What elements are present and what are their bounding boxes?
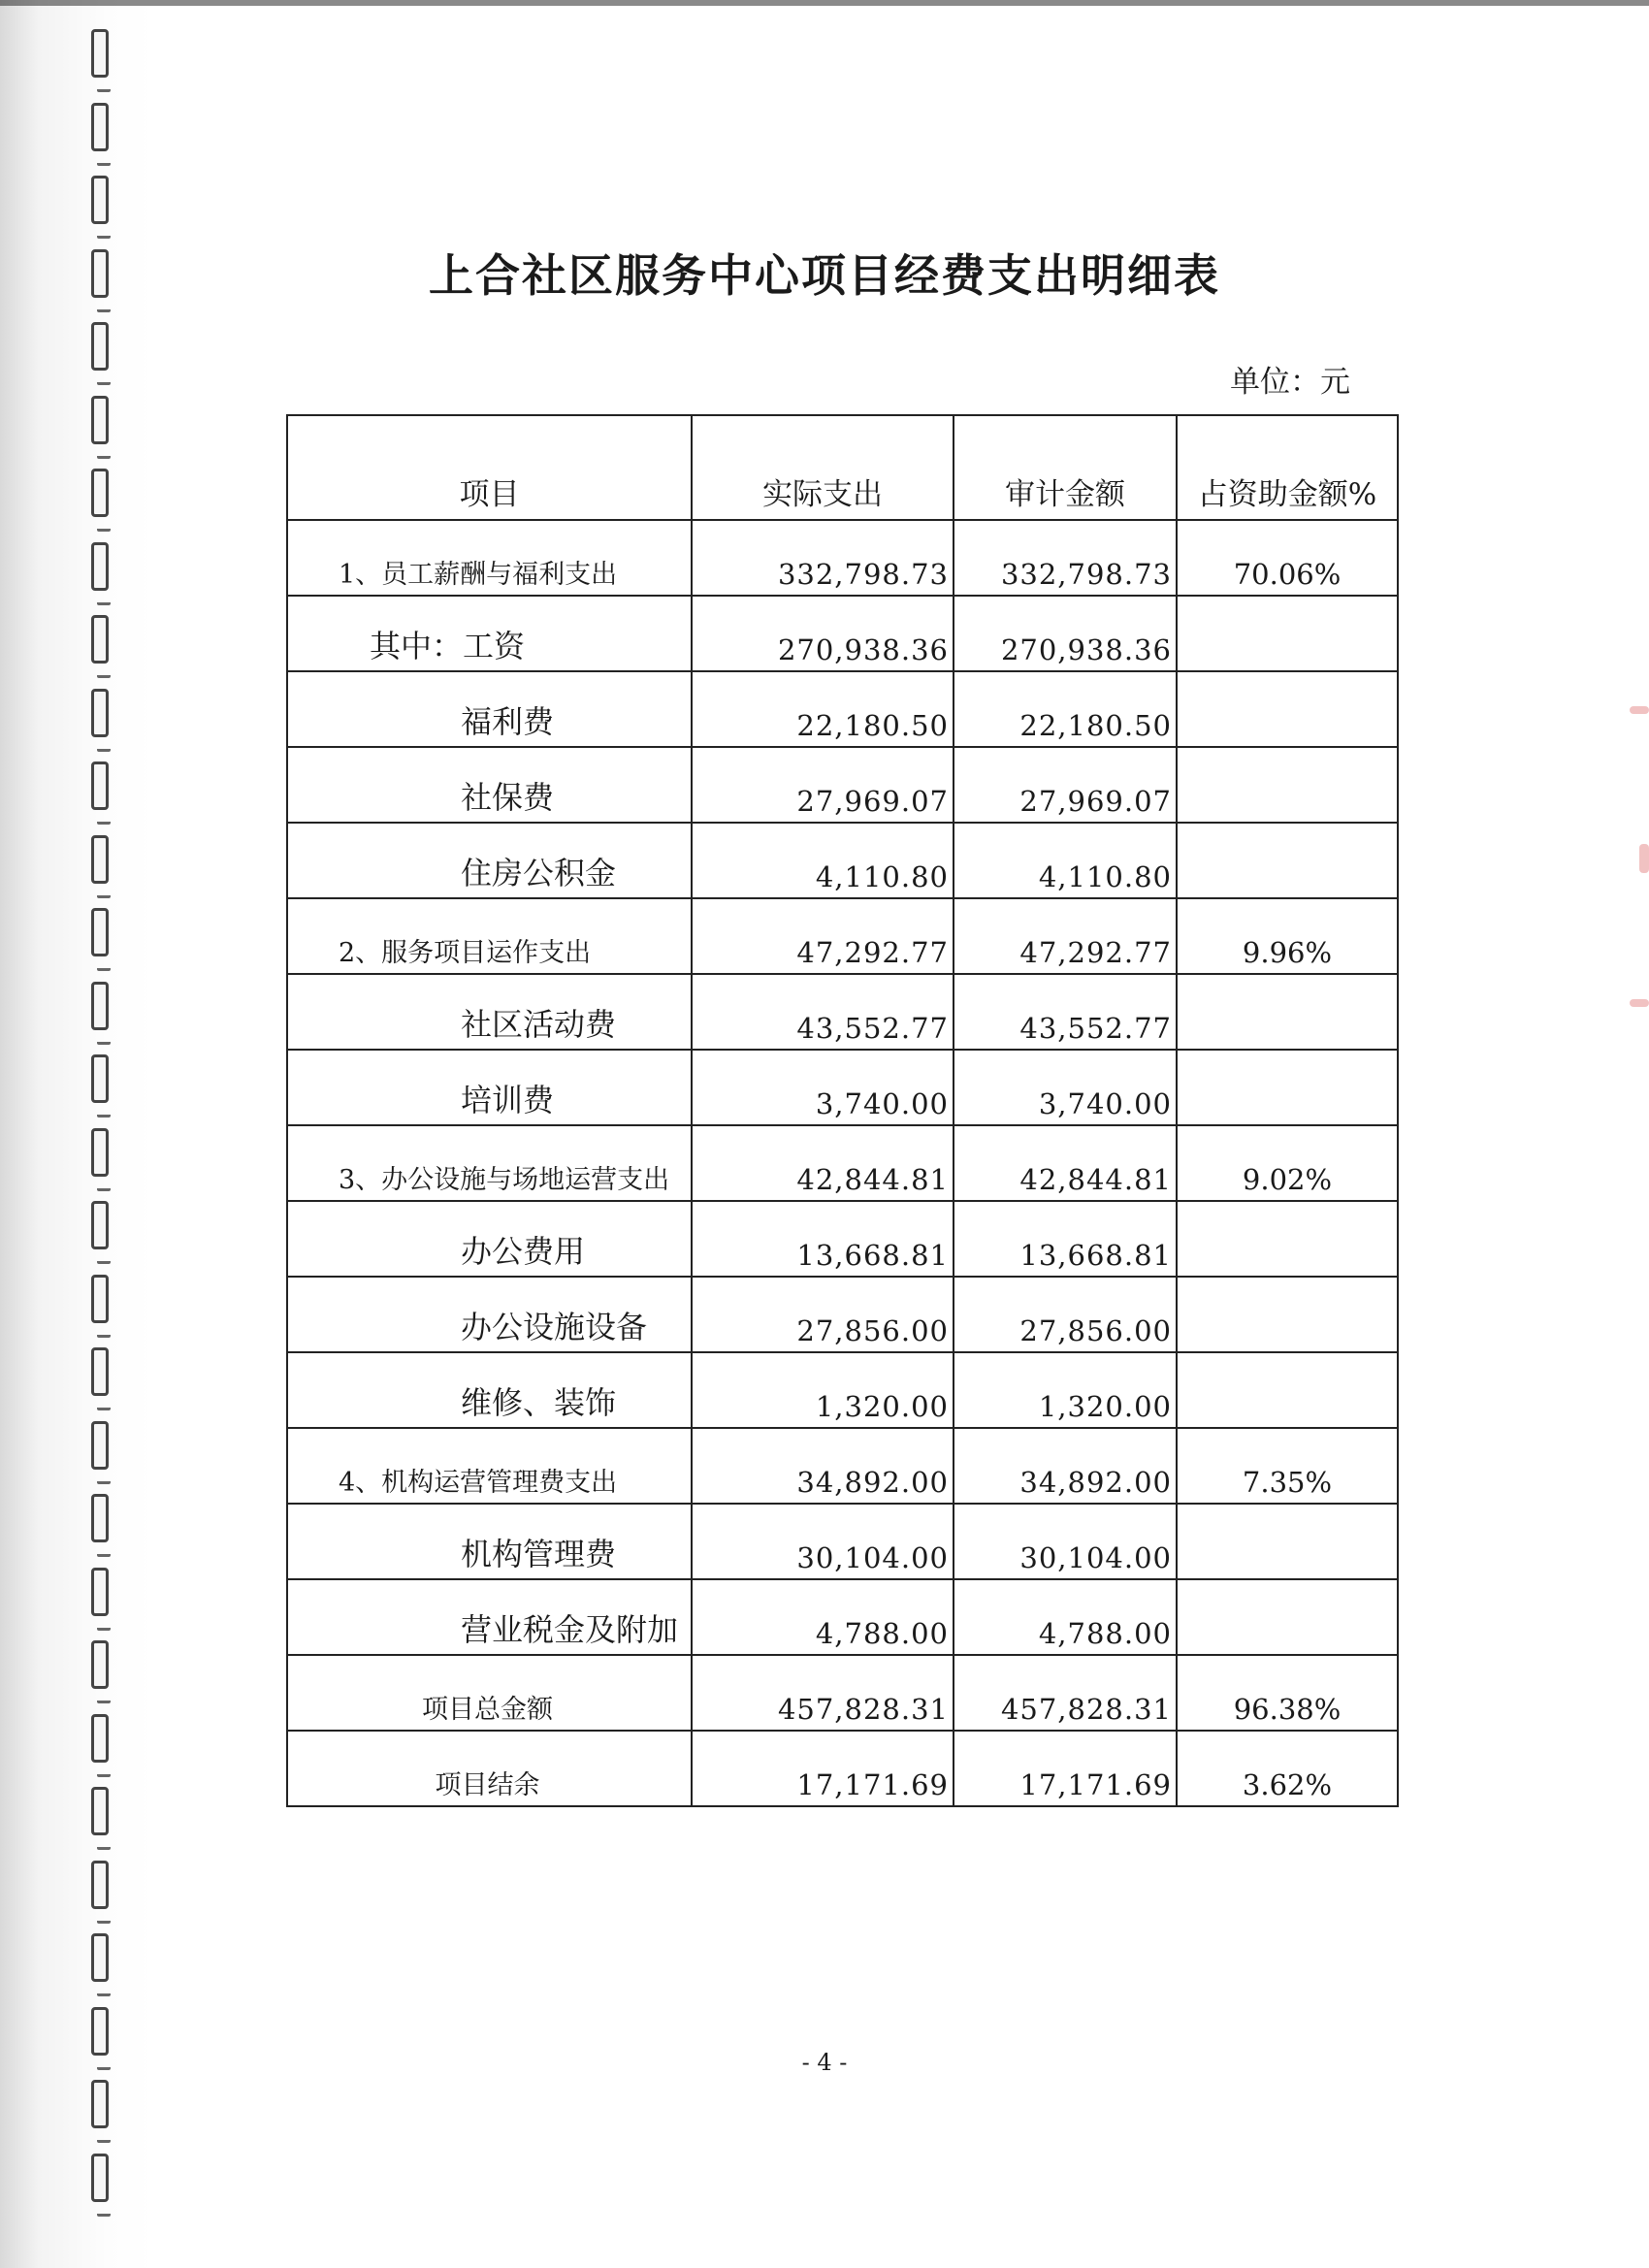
table-row: [287, 1352, 1398, 1428]
audit-amount-cell: 457,828.31: [954, 1655, 1177, 1731]
percent-cell: [1177, 1579, 1398, 1655]
item-cell: 培训费: [287, 1050, 692, 1125]
percent-cell: 9.02%: [1177, 1125, 1398, 1201]
table-header-row: [287, 415, 1398, 520]
item-cell: 营业税金及附加: [287, 1579, 692, 1655]
audit-amount-cell: 3,740.00: [954, 1050, 1177, 1125]
binding-ring: [91, 2007, 109, 2056]
audit-amount-cell: 332,798.73: [954, 520, 1177, 596]
percent-cell: 7.35%: [1177, 1428, 1398, 1504]
binding-ring: [91, 1494, 109, 1542]
audit-amount-cell: 4,788.00: [954, 1579, 1177, 1655]
item-cell: 项目结余: [287, 1731, 692, 1806]
red-ink-mark: [1630, 706, 1649, 714]
binding-ring: [91, 761, 109, 810]
percent-cell: [1177, 1352, 1398, 1428]
binding-ring: [91, 835, 109, 884]
item-cell: 办公费用: [287, 1201, 692, 1277]
table-row: [287, 1579, 1398, 1655]
audit-amount-cell: 27,969.07: [954, 747, 1177, 823]
binding-ring: [91, 322, 109, 371]
actual-expense-cell: 27,856.00: [692, 1277, 954, 1352]
unit-label: 单位：元: [1230, 365, 1350, 400]
header-audit: 审计金额: [954, 415, 1177, 520]
header-item: 项目: [287, 415, 692, 520]
table-row: [287, 974, 1398, 1050]
binding-ring: [91, 396, 109, 444]
binding-ring: [91, 615, 109, 664]
percent-cell: [1177, 671, 1398, 747]
item-cell: 福利费: [287, 671, 692, 747]
table-row: [287, 823, 1398, 898]
binding-ring: [91, 2080, 109, 2128]
header-percent: 占资助金额%: [1177, 415, 1398, 520]
audit-amount-cell: 4,110.80: [954, 823, 1177, 898]
percent-cell: [1177, 596, 1398, 671]
percent-cell: [1177, 1277, 1398, 1352]
actual-expense-cell: 27,969.07: [692, 747, 954, 823]
actual-expense-cell: 4,788.00: [692, 1579, 954, 1655]
audit-amount-cell: 1,320.00: [954, 1352, 1177, 1428]
document-title: 上合社区服务中心项目经费支出明细表: [429, 249, 1220, 302]
actual-expense-cell: 13,668.81: [692, 1201, 954, 1277]
item-cell: 3、办公设施与场地运营支出: [287, 1125, 692, 1201]
binding-ring: [91, 1714, 109, 1763]
binding-ring: [91, 908, 109, 956]
actual-expense-cell: 34,892.00: [692, 1428, 954, 1504]
actual-expense-cell: 47,292.77: [692, 898, 954, 974]
audit-amount-cell: 27,856.00: [954, 1277, 1177, 1352]
binding-ring: [91, 1421, 109, 1470]
actual-expense-cell: 1,320.00: [692, 1352, 954, 1428]
red-ink-mark: [1639, 844, 1649, 873]
item-cell: 其中：工资: [287, 596, 692, 671]
binding-ring: [91, 1933, 109, 1982]
item-cell: 维修、装饰: [287, 1352, 692, 1428]
percent-cell: 70.06%: [1177, 520, 1398, 596]
header-actual: 实际支出: [692, 415, 954, 520]
expense-table: [286, 414, 1399, 1807]
binding-ring: [91, 469, 109, 517]
audit-amount-cell: 270,938.36: [954, 596, 1177, 671]
actual-expense-cell: 17,171.69: [692, 1731, 954, 1806]
item-cell: 办公设施设备: [287, 1277, 692, 1352]
actual-expense-cell: 22,180.50: [692, 671, 954, 747]
audit-amount-cell: 13,668.81: [954, 1201, 1177, 1277]
audit-amount-cell: 43,552.77: [954, 974, 1177, 1050]
binding-ring: [91, 689, 109, 737]
percent-cell: 3.62%: [1177, 1731, 1398, 1806]
table-row: [287, 671, 1398, 747]
binding-ring: [91, 1054, 109, 1103]
binding-ring: [91, 1201, 109, 1249]
audit-amount-cell: 17,171.69: [954, 1731, 1177, 1806]
binding-ring: [91, 1787, 109, 1835]
item-cell: 4、机构运营管理费支出: [287, 1428, 692, 1504]
binding-ring: [91, 982, 109, 1030]
binding-ring: [91, 1347, 109, 1396]
table-row: [287, 1428, 1398, 1504]
binding-ring: [91, 1568, 109, 1616]
page-number: - 4 -: [801, 2049, 848, 2076]
table-row: [287, 1731, 1398, 1806]
table-row: [287, 596, 1398, 671]
binding-ring: [91, 29, 109, 78]
percent-cell: [1177, 974, 1398, 1050]
binding-ring: [91, 1128, 109, 1177]
item-cell: 住房公积金: [287, 823, 692, 898]
spiral-binding: [85, 29, 124, 2251]
item-cell: 项目总金额: [287, 1655, 692, 1731]
binding-ring: [91, 176, 109, 224]
binding-ring: [91, 2154, 109, 2202]
table-row: [287, 1504, 1398, 1579]
binding-ring: [91, 1861, 109, 1909]
item-cell: 社保费: [287, 747, 692, 823]
item-cell: 2、服务项目运作支出: [287, 898, 692, 974]
actual-expense-cell: 332,798.73: [692, 520, 954, 596]
actual-expense-cell: 4,110.80: [692, 823, 954, 898]
table-row: [287, 520, 1398, 596]
actual-expense-cell: 30,104.00: [692, 1504, 954, 1579]
table-row: [287, 1050, 1398, 1125]
percent-cell: 9.96%: [1177, 898, 1398, 974]
actual-expense-cell: 457,828.31: [692, 1655, 954, 1731]
item-cell: 1、员工薪酬与福利支出: [287, 520, 692, 596]
actual-expense-cell: 42,844.81: [692, 1125, 954, 1201]
audit-amount-cell: 42,844.81: [954, 1125, 1177, 1201]
audit-amount-cell: 34,892.00: [954, 1428, 1177, 1504]
binding-ring: [91, 1640, 109, 1689]
table-row: [287, 1201, 1398, 1277]
binding-ring: [91, 542, 109, 591]
red-ink-mark: [1630, 999, 1649, 1007]
table-row: [287, 898, 1398, 974]
item-cell: 社区活动费: [287, 974, 692, 1050]
audit-amount-cell: 30,104.00: [954, 1504, 1177, 1579]
actual-expense-cell: 3,740.00: [692, 1050, 954, 1125]
table-row: [287, 1277, 1398, 1352]
table-row: [287, 747, 1398, 823]
percent-cell: [1177, 823, 1398, 898]
percent-cell: [1177, 1201, 1398, 1277]
table-row: [287, 1125, 1398, 1201]
item-cell: 机构管理费: [287, 1504, 692, 1579]
actual-expense-cell: 270,938.36: [692, 596, 954, 671]
audit-amount-cell: 47,292.77: [954, 898, 1177, 974]
percent-cell: 96.38%: [1177, 1655, 1398, 1731]
percent-cell: [1177, 1050, 1398, 1125]
percent-cell: [1177, 747, 1398, 823]
percent-cell: [1177, 1504, 1398, 1579]
page-top-edge: [0, 0, 1649, 6]
binding-ring: [91, 1275, 109, 1323]
binding-ring: [91, 103, 109, 151]
audit-amount-cell: 22,180.50: [954, 671, 1177, 747]
actual-expense-cell: 43,552.77: [692, 974, 954, 1050]
table-row: [287, 1655, 1398, 1731]
